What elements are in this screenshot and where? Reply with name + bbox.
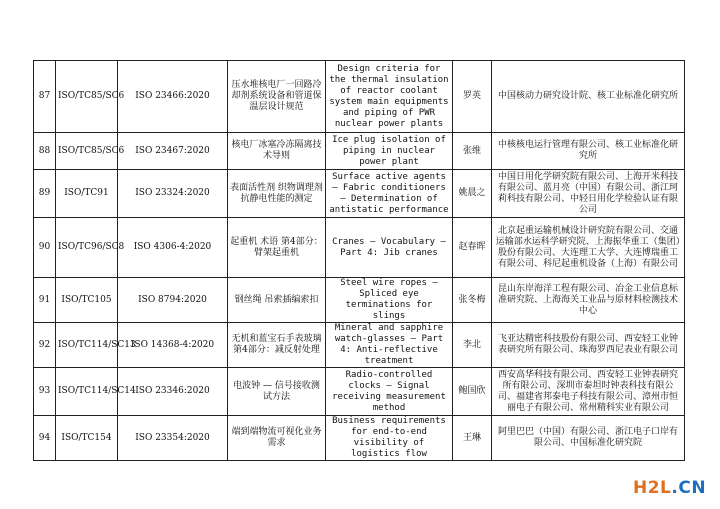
standard-number: ISO 23354:2020 (118, 416, 228, 461)
row-number: 92 (34, 323, 56, 368)
tc-code: ISO/TC114/SC13 (56, 323, 118, 368)
standard-name-cn: 电波钟 — 信号接收测试方法 (228, 368, 326, 416)
table-row (34, 133, 685, 170)
standard-name-cn: 起重机 术语 第4部分：臂架起重机 (228, 218, 326, 278)
drafter: 鲍国欣 (453, 368, 492, 416)
standard-number: ISO 14368-4:2020 (118, 323, 228, 368)
row-number: 93 (34, 368, 56, 416)
table-row (34, 416, 685, 461)
standard-number: ISO 8794:2020 (118, 278, 228, 323)
tc-code: ISO/TC85/SC6 (56, 133, 118, 170)
standard-name-cn: 端到端物流可视化业务需求 (228, 416, 326, 461)
standard-number: ISO 23346:2020 (118, 368, 228, 416)
standard-number: ISO 23324:2020 (118, 170, 228, 218)
watermark-logo (633, 478, 706, 498)
organizations: 北京起重运输机械设计研究院有限公司、交通运输部水运科学研究院、上海振华重工（集团）股份有限公司、大连理工大学、大连博瑞重工有限公司、科尼起重机设备（上海）有限公司 (492, 218, 685, 278)
standard-name-cn: 压水堆核电厂一回路冷却剂系统设备和管道保温层设计规范 (228, 61, 326, 133)
tc-code: ISO/TC105 (56, 278, 118, 323)
table-row (34, 323, 685, 368)
table-row (34, 170, 685, 218)
organizations: 中国核动力研究设计院、核工业标准化研究所 (492, 61, 685, 133)
row-number: 91 (34, 278, 56, 323)
standard-name-en: Steel wire ropes — Spliced eye terminations for slings (326, 278, 453, 323)
standard-name-en: Surface active agents — Fabric conditioners — Determination of antistatic performance (326, 170, 453, 218)
watermark-part2: .CN (671, 478, 707, 498)
organizations: 西安高华科技有限公司、西安轻工业钟表研究所有限公司、深圳市泰坦时钟表科技有限公司、福建省邦泰电子科技有限公司、漳州市恒丽电子有限公司、常州精科实业有限公司 (492, 368, 685, 416)
standard-name-en: Mineral and sapphire watch-glasses — Part 4: Anti-reflective treatment (326, 323, 453, 368)
drafter: 张冬梅 (453, 278, 492, 323)
tc-code: ISO/TC85/SC6 (56, 61, 118, 133)
standard-number: ISO 23467:2020 (118, 133, 228, 170)
standards-table (33, 60, 685, 461)
drafter: 王琳 (453, 416, 492, 461)
tc-code: ISO/TC96/SC8 (56, 218, 118, 278)
standard-name-en: Design criteria for the thermal insulation of reactor coolant system main equipments and piping of PWR nuclear power plants (326, 61, 453, 133)
row-number: 89 (34, 170, 56, 218)
row-number: 88 (34, 133, 56, 170)
organizations: 飞亚达精密科技股份有限公司、西安轻工业钟表研究所有限公司、珠海罗西尼表业有限公司 (492, 323, 685, 368)
standard-name-en: Radio-controlled clocks — Signal receiving measurement method (326, 368, 453, 416)
drafter: 罗英 (453, 61, 492, 133)
drafter: 赵春晖 (453, 218, 492, 278)
row-number: 87 (34, 61, 56, 133)
standard-name-cn: 核电厂冰塞冷冻隔离技术导则 (228, 133, 326, 170)
organizations: 昆山东岸海洋工程有限公司、冶金工业信息标准研究院、上海海关工业品与原材料检测技术中心 (492, 278, 685, 323)
table-row (34, 61, 685, 133)
standard-name-en: Cranes — Vocabulary — Part 4: Jib cranes (326, 218, 453, 278)
standard-number: ISO 23466:2020 (118, 61, 228, 133)
tc-code: ISO/TC114/SC14 (56, 368, 118, 416)
standard-name-cn: 钢丝绳 吊索插编索扣 (228, 278, 326, 323)
organizations: 中核核电运行管理有限公司、核工业标准化研究所 (492, 133, 685, 170)
drafter: 姚晨之 (453, 170, 492, 218)
standard-name-cn: 无机和蓝宝石手表玻璃 第4部分：减反射处理 (228, 323, 326, 368)
tc-code: ISO/TC91 (56, 170, 118, 218)
standard-name-cn: 表面活性剂 织物调理剂 抗静电性能的测定 (228, 170, 326, 218)
organizations: 阿里巴巴（中国）有限公司、浙江电子口岸有限公司、中国标准化研究院 (492, 416, 685, 461)
row-number: 90 (34, 218, 56, 278)
row-number: 94 (34, 416, 56, 461)
drafter: 张维 (453, 133, 492, 170)
table-row (34, 368, 685, 416)
tc-code: ISO/TC154 (56, 416, 118, 461)
standard-name-en: Business requirements for end-to-end visibility of logistics flow (326, 416, 453, 461)
table-row (34, 278, 685, 323)
organizations: 中国日用化学研究院有限公司、上海开米科技有限公司、蓝月亮（中国）有限公司、浙江珂莉科技有限公司、中轻日用化学检验认证有限公司 (492, 170, 685, 218)
standard-number: ISO 4306-4:2020 (118, 218, 228, 278)
table-row (34, 218, 685, 278)
drafter: 李北 (453, 323, 492, 368)
watermark-part1: H2L (633, 478, 672, 498)
standard-name-en: Ice plug isolation of piping in nuclear power plant (326, 133, 453, 170)
